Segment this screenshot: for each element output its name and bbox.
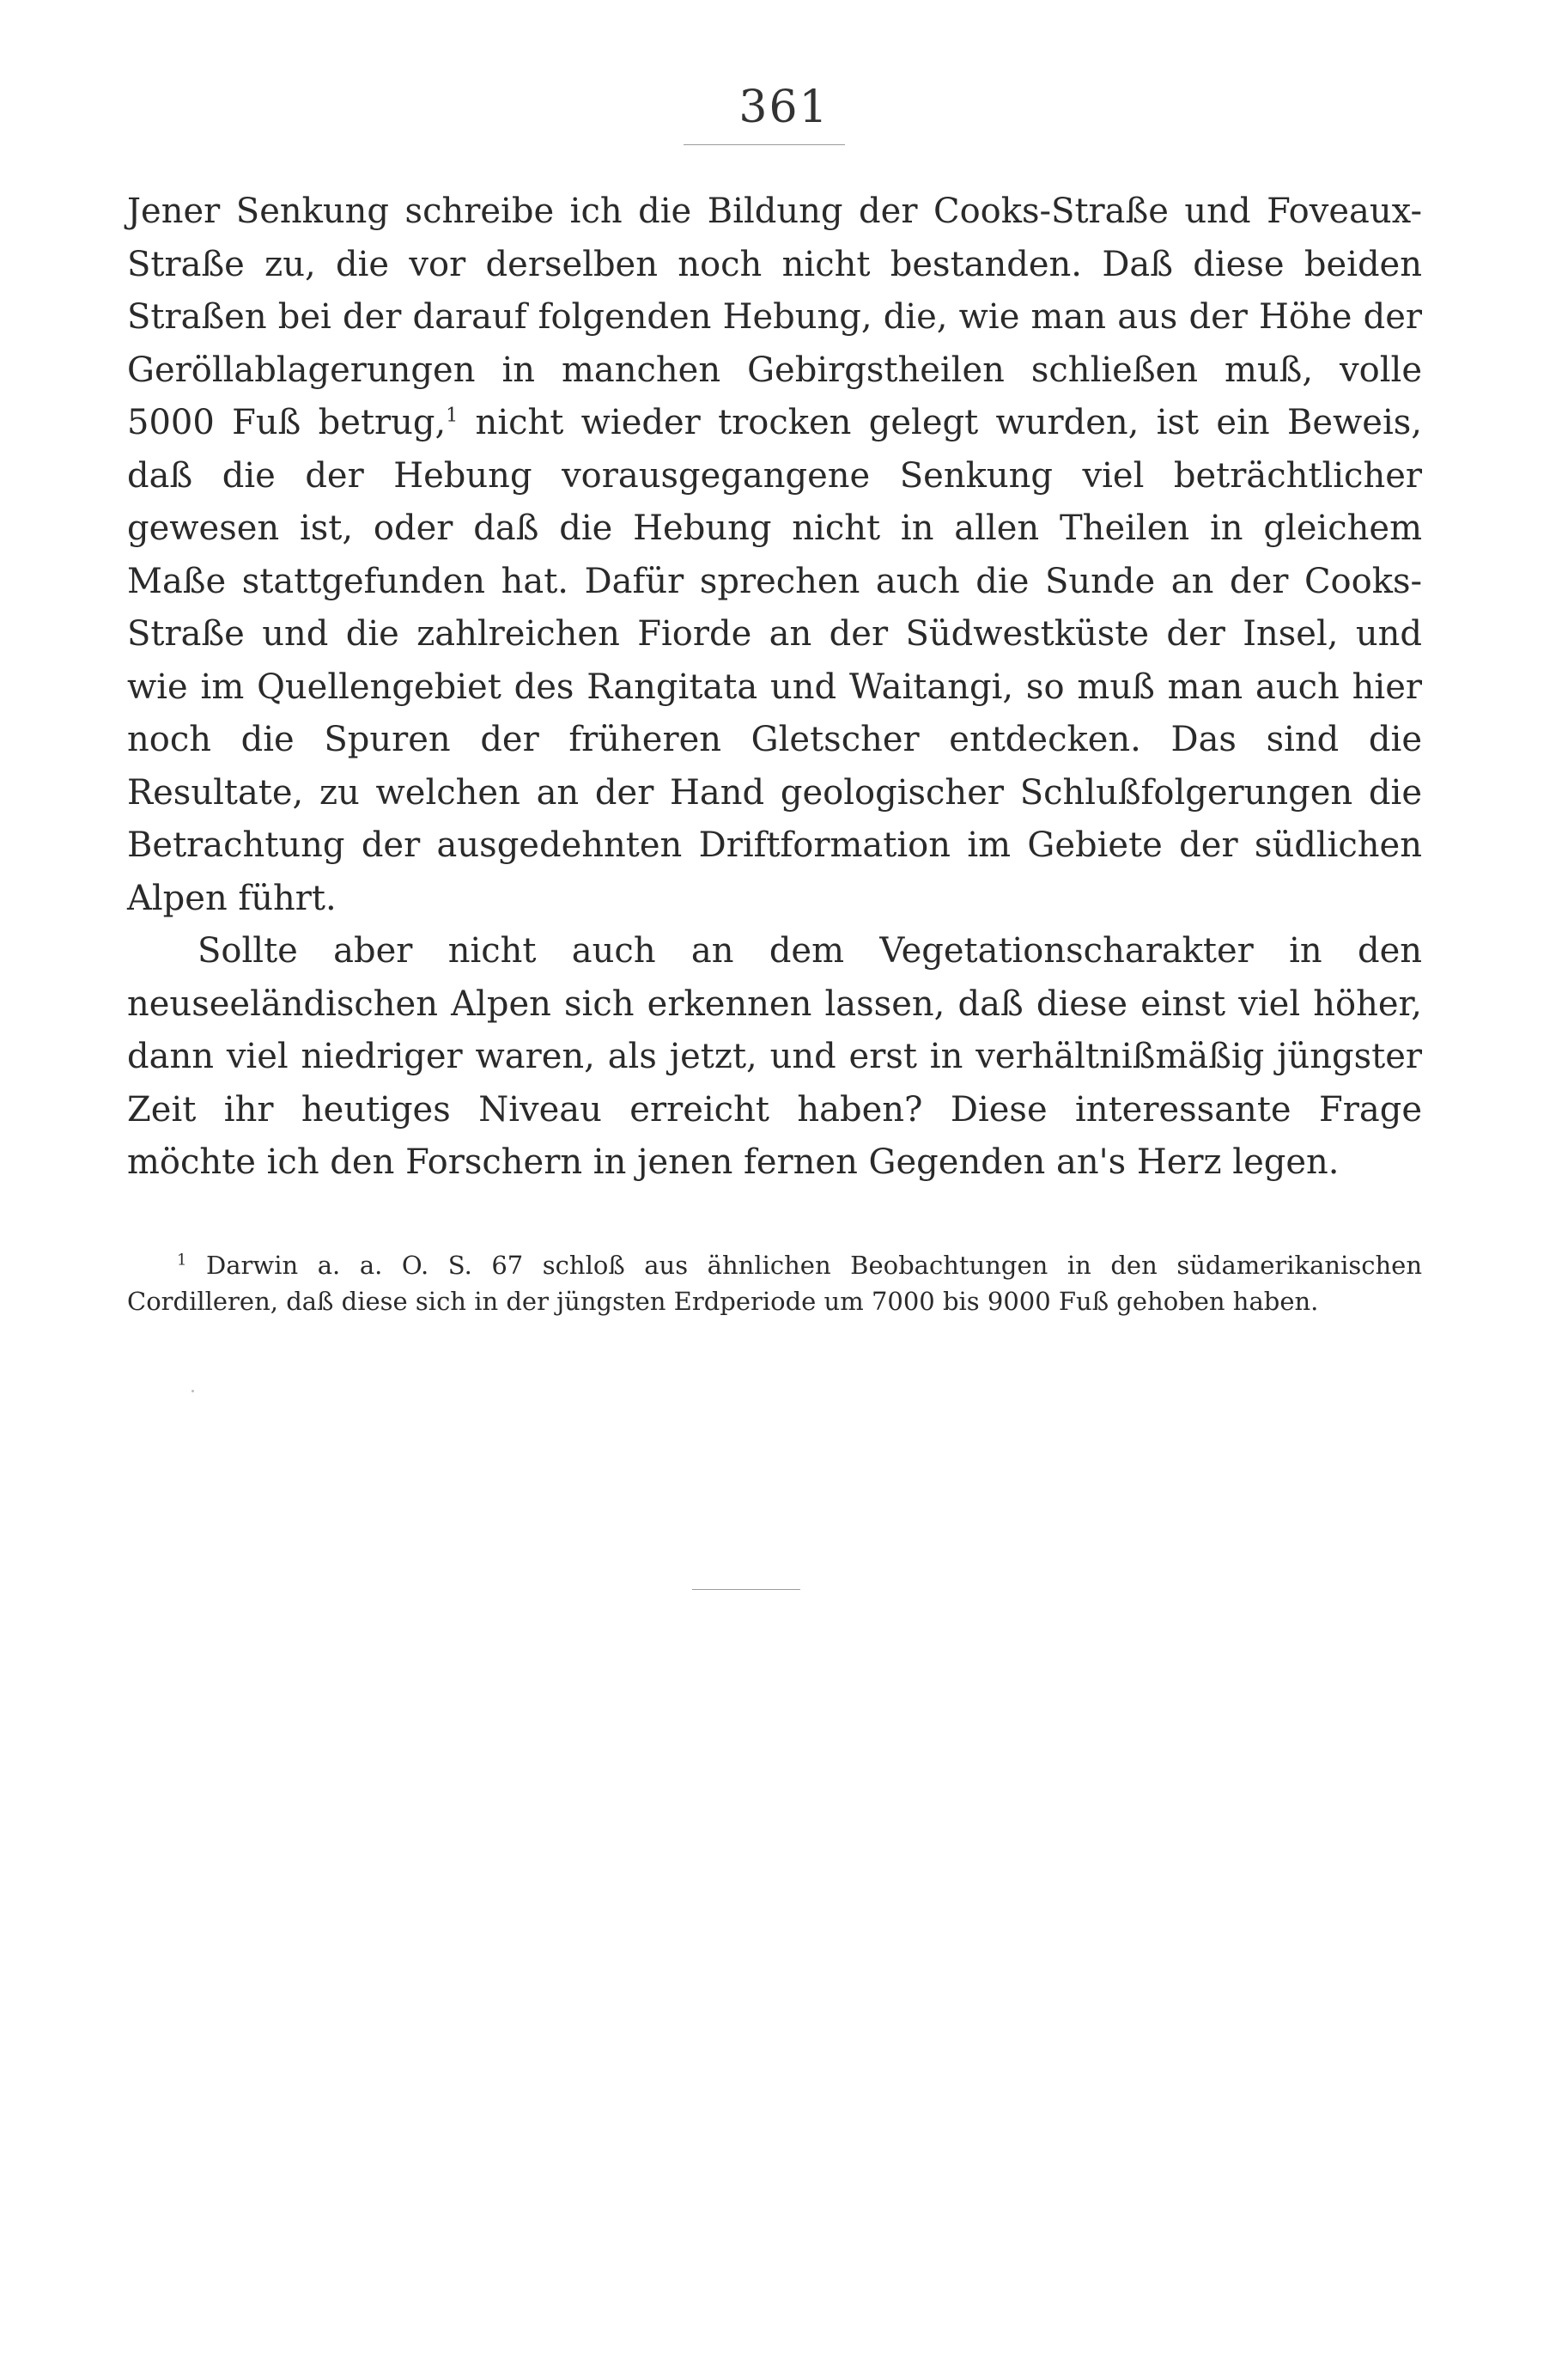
footnote-text: Darwin a. a. O. S. 67 schloß aus ähnlichen Beobachtungen in den südamerikanischen Cordilleren, daß diese sich in der jüngsten Erdperiode um 7000 bis 9000 Fuß gehoben haben. xyxy=(127,1251,1422,1316)
footer-rule xyxy=(692,1589,800,1590)
page-number: 361 xyxy=(738,82,830,133)
footnote-reference[interactable]: 1 xyxy=(446,405,459,427)
paragraph-1-continuation: nicht wieder trocken gelegt wurden, ist ein Beweis, daß die der Hebung vorausgegangene Senkung viel beträchtlicher gewesen ist, oder daß die Hebung nicht in allen Theilen in gleichem Maße stattgefunden hat. Dafür sprechen auch die Sunde an der Cooks-Straße und die zahlreichen Fiorde an der Südwestküste der Insel, und wie im Quellengebiet des Rangitata und Waitangi, so muß man auch hier noch die Spuren der früheren Gletscher entdecken. Das sind die Resultate, zu welchen an der Hand geologischer Schlußfolgerungen die Betrachtung der ausgedehnten Driftformation im Gebiete der südlichen Alpen führt. xyxy=(127,403,1422,918)
paragraph-2: Sollte aber nicht auch an dem Vegetationscharakter in den neuseeländischen Alpen sich erkennen lassen, daß diese einst viel höher, dann viel niedriger waren, als jetzt, und erst in verhältnißmäßig jüngster Zeit ihr heutiges Niveau erreicht haben? Diese interessante Frage möchte ich den Forschern in jenen fernen Gegenden an's Herz legen. xyxy=(127,931,1422,1182)
footnote xyxy=(127,1247,1422,1319)
body-text xyxy=(127,186,1422,1190)
paragraph-1 xyxy=(127,186,1422,925)
header-rule xyxy=(684,144,845,145)
paragraph-1-text: Jener Senkung schreibe ich die Bildung der Cooks-Straße und Foveaux-Straße zu, die vor derselben noch nicht bestanden. Daß diese beiden Straßen bei der darauf folgenden Hebung, die, wie man aus der Höhe der Geröllablagerungen in manchen Gebirgstheilen schließen muß, volle 5000 Fuß betrug, xyxy=(127,192,1422,442)
ink-speck xyxy=(191,1390,194,1392)
footnote-marker: 1 xyxy=(177,1251,187,1270)
